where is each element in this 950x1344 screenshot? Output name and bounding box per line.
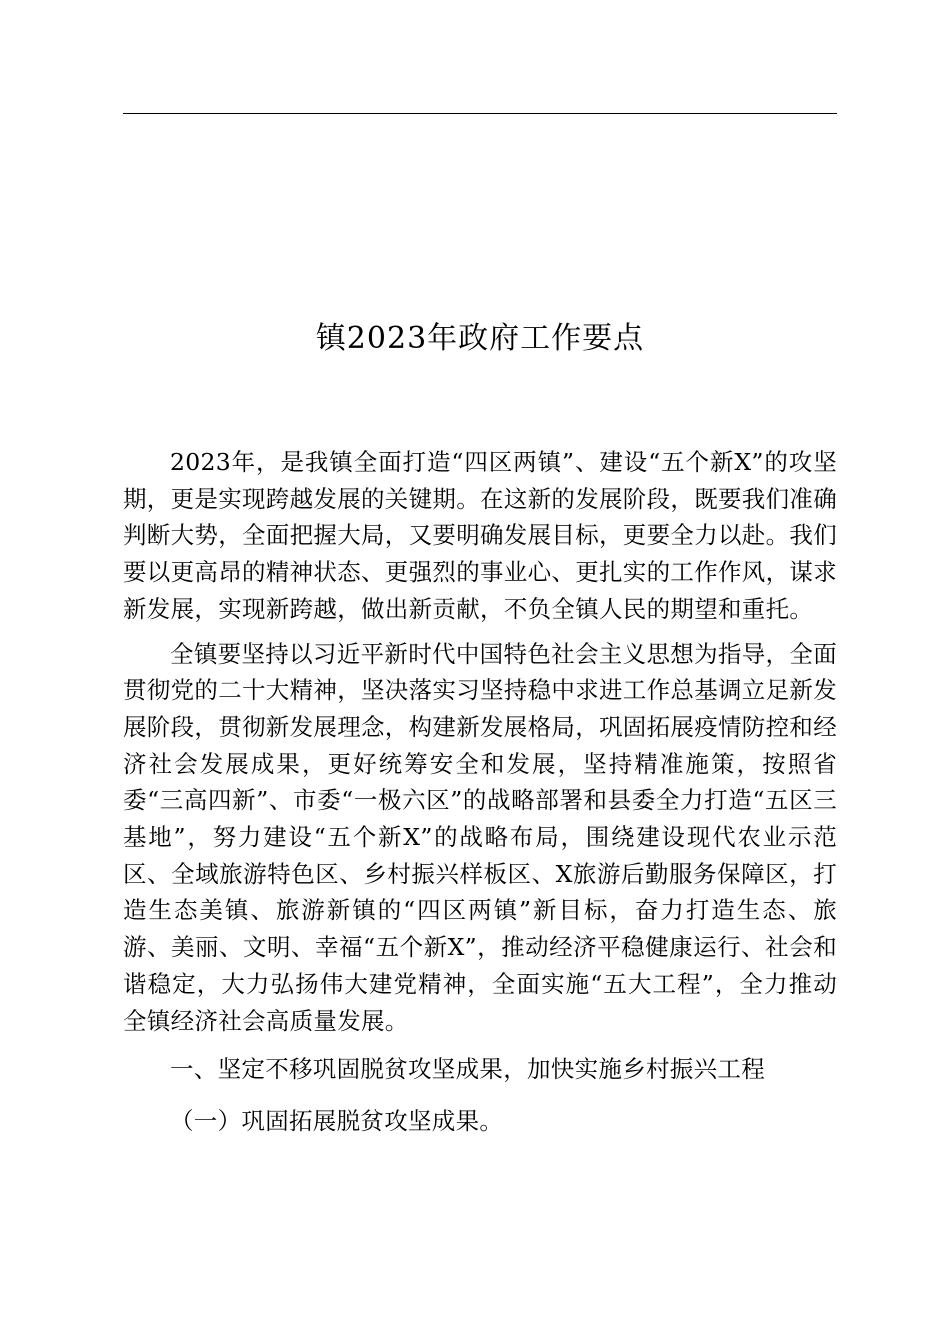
header-rule bbox=[123, 113, 837, 114]
subsection-heading: （一）巩固拓展脱贫攻坚成果。 bbox=[170, 1107, 504, 1136]
section-heading: 一、坚定不移巩固脱贫攻坚成果，加快实施乡村振兴工程 bbox=[170, 1055, 765, 1084]
guiding-principles-paragraph: 全镇要坚持以习近平新时代中国特色社会主义思想为指导，全面贯彻党的二十大精神，坚决落实习坚持稳中求进工作总基调立足新发展阶段，贯彻新发展理念，构建新发展格局，巩固拓展疫情防控和经济社会发展成果，更好统筹安全和发展，坚持精准施策，按照省委“三高四新”、市委“一极六区”的战略部署和县委全力打造“五区三基地”，努力建设“五个新X”的战略布局，围绕建设现代农业示范区、全域旅游特色区、乡村振兴样板区、X旅游后勤服务保障区，打造生态美镇、旅游新镇的“四区两镇”新目标，奋力打造生态、旅游、美丽、文明、幸福“五个新X”，推动经济平稳健康运行、社会和谐稳定，大力弘扬伟大建党精神，全面实施“五大工程”，全力推动全镇经济社会高质量发展。 bbox=[123, 639, 837, 1035]
intro-paragraph: 2023年，是我镇全面打造“四区两镇”、建设“五个新X”的攻坚期，更是实现跨越发展的关键期。在这新的发展阶段，既要我们准确判断大势，全面把握大局，又要明确发展目标，更要全力以赴。我们要以更高昂的精神状态、更强烈的事业心、更扎实的工作作风，谋求新发展，实现新跨越，做出新贡献，不负全镇人民的期望和重托。 bbox=[123, 448, 837, 623]
document-title: 镇2023年政府工作要点 bbox=[315, 321, 645, 356]
document-body bbox=[123, 444, 837, 1143]
